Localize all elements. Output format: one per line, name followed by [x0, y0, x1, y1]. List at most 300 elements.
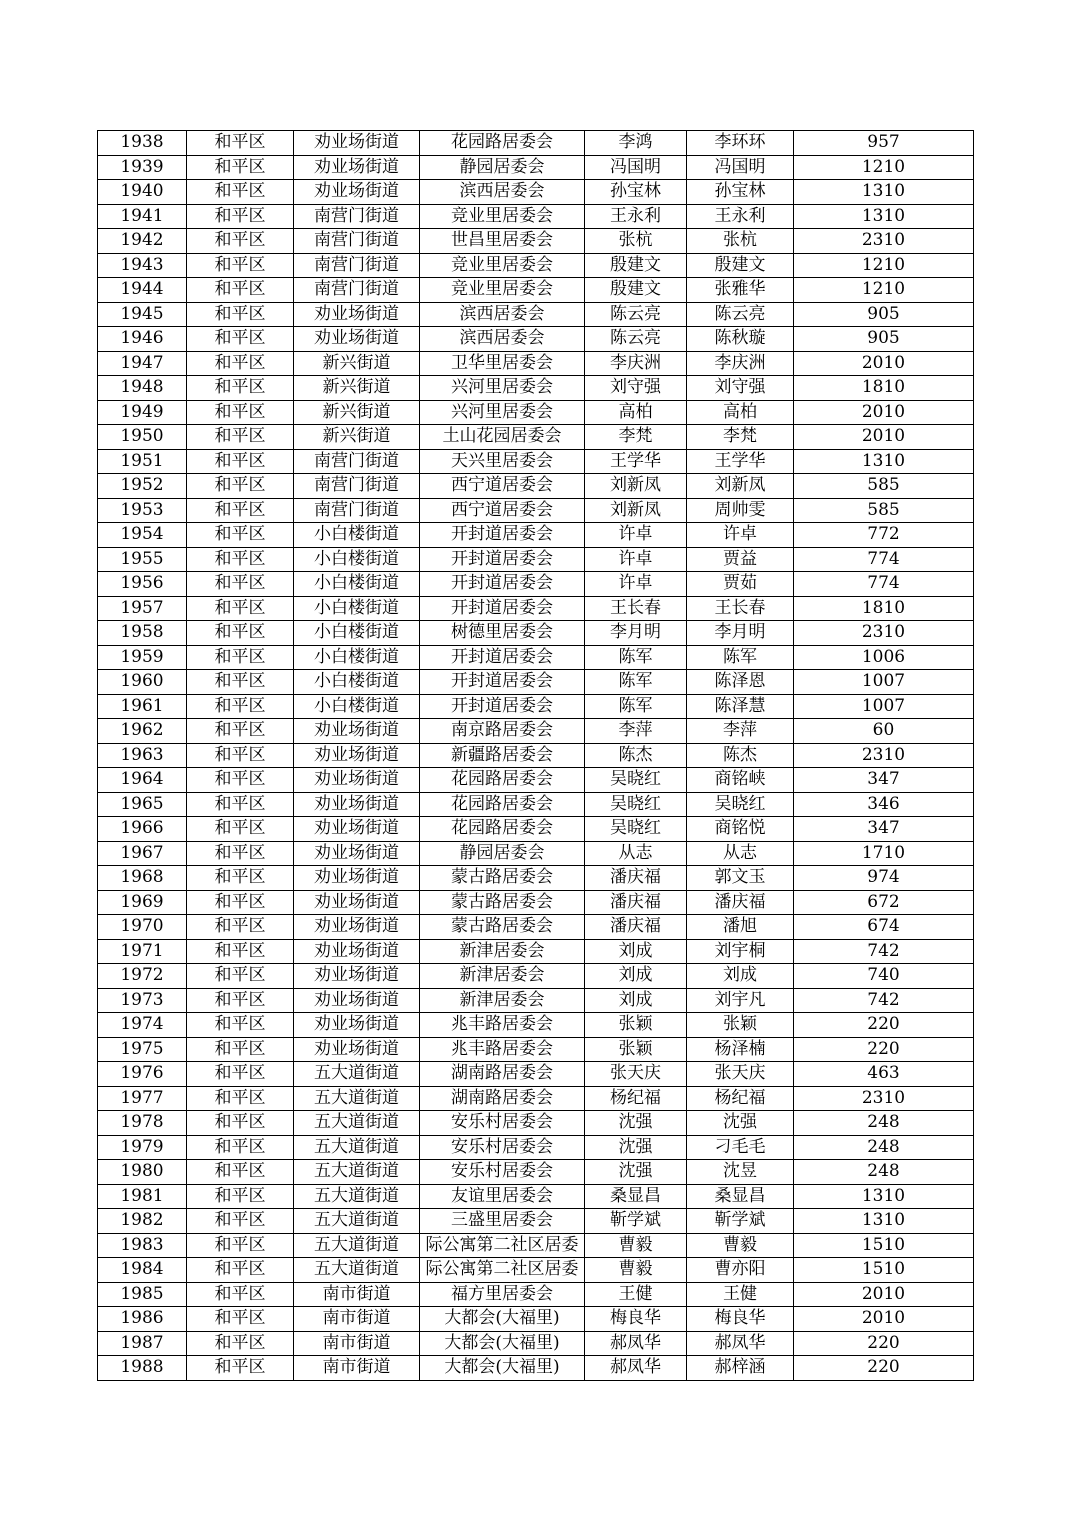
cell-committee: 安乐村居委会	[420, 1160, 585, 1185]
cell-amount: 672	[794, 890, 974, 915]
cell-id: 1964	[98, 768, 187, 793]
cell-id: 1956	[98, 572, 187, 597]
cell-amount: 1210	[794, 278, 974, 303]
cell-street: 新兴街道	[294, 376, 420, 401]
cell-district: 和平区	[187, 327, 294, 352]
cell-committee: 竞业里居委会	[420, 278, 585, 303]
cell-committee: 滨西居委会	[420, 180, 585, 205]
cell-id: 1952	[98, 474, 187, 499]
cell-member: 沈强	[687, 1111, 794, 1136]
cell-district: 和平区	[187, 1258, 294, 1283]
cell-committee: 静园居委会	[420, 841, 585, 866]
cell-amount: 220	[794, 1013, 974, 1038]
cell-applicant: 张天庆	[585, 1062, 687, 1087]
cell-applicant: 陈杰	[585, 743, 687, 768]
cell-street: 五大道街道	[294, 1184, 420, 1209]
cell-id: 1988	[98, 1356, 187, 1381]
table-row	[98, 425, 974, 450]
cell-amount: 1210	[794, 253, 974, 278]
cell-district: 和平区	[187, 376, 294, 401]
cell-amount: 1710	[794, 841, 974, 866]
table-row	[98, 1184, 974, 1209]
cell-committee: 新津居委会	[420, 939, 585, 964]
cell-street: 劝业场街道	[294, 841, 420, 866]
cell-applicant: 桑显昌	[585, 1184, 687, 1209]
cell-district: 和平区	[187, 253, 294, 278]
cell-street: 南市街道	[294, 1282, 420, 1307]
cell-amount: 2010	[794, 1282, 974, 1307]
records-table-body	[98, 131, 974, 1381]
cell-committee: 开封道居委会	[420, 596, 585, 621]
cell-amount: 774	[794, 572, 974, 597]
table-row	[98, 719, 974, 744]
cell-applicant: 沈强	[585, 1111, 687, 1136]
cell-district: 和平区	[187, 694, 294, 719]
cell-id: 1947	[98, 351, 187, 376]
cell-street: 劝业场街道	[294, 155, 420, 180]
cell-amount: 742	[794, 988, 974, 1013]
cell-id: 1969	[98, 890, 187, 915]
cell-committee: 兆丰路居委会	[420, 1037, 585, 1062]
cell-committee: 开封道居委会	[420, 523, 585, 548]
cell-amount: 1006	[794, 645, 974, 670]
cell-member: 刘守强	[687, 376, 794, 401]
cell-id: 1978	[98, 1111, 187, 1136]
cell-street: 新兴街道	[294, 351, 420, 376]
cell-applicant: 王学华	[585, 449, 687, 474]
cell-id: 1941	[98, 204, 187, 229]
cell-member: 商铭悦	[687, 817, 794, 842]
table-row	[98, 327, 974, 352]
cell-applicant: 许卓	[585, 523, 687, 548]
cell-amount: 740	[794, 964, 974, 989]
cell-applicant: 刘成	[585, 964, 687, 989]
table-row	[98, 1233, 974, 1258]
cell-id: 1958	[98, 621, 187, 646]
table-row	[98, 964, 974, 989]
cell-committee: 兴河里居委会	[420, 400, 585, 425]
cell-street: 劝业场街道	[294, 743, 420, 768]
cell-district: 和平区	[187, 1282, 294, 1307]
cell-member: 从志	[687, 841, 794, 866]
cell-id: 1974	[98, 1013, 187, 1038]
cell-member: 商铭峡	[687, 768, 794, 793]
cell-amount: 742	[794, 939, 974, 964]
cell-amount: 463	[794, 1062, 974, 1087]
cell-street: 小白楼街道	[294, 645, 420, 670]
table-row	[98, 817, 974, 842]
table-row	[98, 204, 974, 229]
table-row	[98, 596, 974, 621]
cell-district: 和平区	[187, 670, 294, 695]
cell-member: 陈云亮	[687, 302, 794, 327]
cell-street: 小白楼街道	[294, 596, 420, 621]
cell-committee: 湖南路居委会	[420, 1086, 585, 1111]
cell-id: 1973	[98, 988, 187, 1013]
table-row	[98, 376, 974, 401]
cell-member: 王长春	[687, 596, 794, 621]
cell-member: 郭文玉	[687, 866, 794, 891]
cell-id: 1946	[98, 327, 187, 352]
cell-street: 五大道街道	[294, 1062, 420, 1087]
cell-applicant: 吴晓红	[585, 768, 687, 793]
cell-id: 1971	[98, 939, 187, 964]
cell-street: 劝业场街道	[294, 890, 420, 915]
cell-district: 和平区	[187, 278, 294, 303]
cell-street: 劝业场街道	[294, 131, 420, 156]
cell-street: 五大道街道	[294, 1135, 420, 1160]
cell-amount: 1810	[794, 596, 974, 621]
cell-id: 1949	[98, 400, 187, 425]
cell-street: 劝业场街道	[294, 817, 420, 842]
cell-district: 和平区	[187, 400, 294, 425]
table-row	[98, 1282, 974, 1307]
cell-applicant: 王永利	[585, 204, 687, 229]
cell-id: 1970	[98, 915, 187, 940]
cell-committee: 天兴里居委会	[420, 449, 585, 474]
cell-amount: 2310	[794, 621, 974, 646]
cell-id: 1944	[98, 278, 187, 303]
cell-street: 南营门街道	[294, 449, 420, 474]
cell-committee: 世昌里居委会	[420, 229, 585, 254]
cell-district: 和平区	[187, 474, 294, 499]
cell-id: 1975	[98, 1037, 187, 1062]
cell-applicant: 殷建文	[585, 253, 687, 278]
cell-amount: 347	[794, 817, 974, 842]
cell-committee: 安乐村居委会	[420, 1111, 585, 1136]
cell-committee: 大都会(大福里)	[420, 1331, 585, 1356]
cell-committee: 湖南路居委会	[420, 1062, 585, 1087]
cell-committee: 兆丰路居委会	[420, 1013, 585, 1038]
cell-committee: 土山花园居委会	[420, 425, 585, 450]
table-row	[98, 1037, 974, 1062]
cell-id: 1945	[98, 302, 187, 327]
cell-member: 李萍	[687, 719, 794, 744]
cell-street: 五大道街道	[294, 1086, 420, 1111]
cell-member: 陈秋璇	[687, 327, 794, 352]
cell-member: 刘新凤	[687, 474, 794, 499]
cell-id: 1982	[98, 1209, 187, 1234]
cell-id: 1984	[98, 1258, 187, 1283]
cell-amount: 1810	[794, 376, 974, 401]
cell-applicant: 吴晓红	[585, 817, 687, 842]
cell-member: 曹毅	[687, 1233, 794, 1258]
cell-applicant: 殷建文	[585, 278, 687, 303]
cell-street: 小白楼街道	[294, 523, 420, 548]
cell-id: 1967	[98, 841, 187, 866]
cell-district: 和平区	[187, 915, 294, 940]
cell-street: 新兴街道	[294, 425, 420, 450]
cell-id: 1939	[98, 155, 187, 180]
cell-amount: 585	[794, 474, 974, 499]
cell-street: 小白楼街道	[294, 547, 420, 572]
cell-applicant: 靳学斌	[585, 1209, 687, 1234]
cell-street: 南市街道	[294, 1307, 420, 1332]
cell-applicant: 李鸿	[585, 131, 687, 156]
cell-applicant: 许卓	[585, 572, 687, 597]
cell-id: 1960	[98, 670, 187, 695]
cell-amount: 1310	[794, 204, 974, 229]
cell-id: 1966	[98, 817, 187, 842]
cell-applicant: 从志	[585, 841, 687, 866]
cell-street: 小白楼街道	[294, 670, 420, 695]
cell-member: 桑显昌	[687, 1184, 794, 1209]
cell-district: 和平区	[187, 621, 294, 646]
table-row	[98, 253, 974, 278]
cell-district: 和平区	[187, 645, 294, 670]
table-row	[98, 694, 974, 719]
cell-id: 1983	[98, 1233, 187, 1258]
table-row	[98, 400, 974, 425]
cell-id: 1948	[98, 376, 187, 401]
cell-member: 张杭	[687, 229, 794, 254]
cell-committee: 西宁道居委会	[420, 498, 585, 523]
cell-applicant: 陈云亮	[585, 327, 687, 352]
cell-amount: 1510	[794, 1258, 974, 1283]
cell-street: 劝业场街道	[294, 915, 420, 940]
cell-committee: 开封道居委会	[420, 645, 585, 670]
cell-id: 1976	[98, 1062, 187, 1087]
cell-amount: 974	[794, 866, 974, 891]
cell-member: 潘庆福	[687, 890, 794, 915]
cell-amount: 1310	[794, 1184, 974, 1209]
cell-applicant: 沈强	[585, 1135, 687, 1160]
cell-amount: 2310	[794, 743, 974, 768]
cell-member: 靳学斌	[687, 1209, 794, 1234]
cell-member: 冯国明	[687, 155, 794, 180]
cell-committee: 新津居委会	[420, 964, 585, 989]
cell-id: 1942	[98, 229, 187, 254]
cell-member: 杨纪福	[687, 1086, 794, 1111]
cell-committee: 安乐村居委会	[420, 1135, 585, 1160]
cell-member: 张雅华	[687, 278, 794, 303]
cell-member: 李庆洲	[687, 351, 794, 376]
cell-committee: 开封道居委会	[420, 694, 585, 719]
cell-amount: 1310	[794, 449, 974, 474]
cell-street: 南市街道	[294, 1356, 420, 1381]
cell-amount: 674	[794, 915, 974, 940]
cell-district: 和平区	[187, 1233, 294, 1258]
cell-applicant: 杨纪福	[585, 1086, 687, 1111]
cell-district: 和平区	[187, 351, 294, 376]
cell-district: 和平区	[187, 547, 294, 572]
table-row	[98, 890, 974, 915]
cell-district: 和平区	[187, 743, 294, 768]
cell-id: 1943	[98, 253, 187, 278]
cell-district: 和平区	[187, 1037, 294, 1062]
records-table	[97, 130, 974, 1381]
cell-amount: 1510	[794, 1233, 974, 1258]
cell-member: 贾茹	[687, 572, 794, 597]
table-row	[98, 1209, 974, 1234]
table-row	[98, 1356, 974, 1381]
table-row	[98, 155, 974, 180]
cell-street: 劝业场街道	[294, 302, 420, 327]
cell-member: 王学华	[687, 449, 794, 474]
cell-applicant: 张颖	[585, 1037, 687, 1062]
cell-district: 和平区	[187, 596, 294, 621]
cell-district: 和平区	[187, 939, 294, 964]
cell-district: 和平区	[187, 498, 294, 523]
cell-id: 1963	[98, 743, 187, 768]
cell-id: 1986	[98, 1307, 187, 1332]
cell-applicant: 梅良华	[585, 1307, 687, 1332]
cell-district: 和平区	[187, 1086, 294, 1111]
table-row	[98, 572, 974, 597]
cell-amount: 774	[794, 547, 974, 572]
cell-district: 和平区	[187, 964, 294, 989]
cell-district: 和平区	[187, 890, 294, 915]
cell-district: 和平区	[187, 155, 294, 180]
table-row	[98, 621, 974, 646]
cell-applicant: 孙宝林	[585, 180, 687, 205]
cell-applicant: 吴晓红	[585, 792, 687, 817]
cell-district: 和平区	[187, 1331, 294, 1356]
cell-amount: 905	[794, 327, 974, 352]
cell-applicant: 陈军	[585, 670, 687, 695]
cell-street: 小白楼街道	[294, 621, 420, 646]
table-row	[98, 1086, 974, 1111]
cell-street: 五大道街道	[294, 1160, 420, 1185]
cell-street: 劝业场街道	[294, 1013, 420, 1038]
cell-amount: 220	[794, 1331, 974, 1356]
cell-member: 李环环	[687, 131, 794, 156]
cell-committee: 开封道居委会	[420, 547, 585, 572]
cell-applicant: 李萍	[585, 719, 687, 744]
cell-district: 和平区	[187, 572, 294, 597]
cell-applicant: 刘成	[585, 939, 687, 964]
cell-member: 郝凤华	[687, 1331, 794, 1356]
cell-applicant: 郝凤华	[585, 1331, 687, 1356]
cell-applicant: 张杭	[585, 229, 687, 254]
cell-member: 高柏	[687, 400, 794, 425]
table-row	[98, 670, 974, 695]
cell-street: 五大道街道	[294, 1111, 420, 1136]
cell-district: 和平区	[187, 1135, 294, 1160]
cell-applicant: 李庆洲	[585, 351, 687, 376]
cell-applicant: 郝凤华	[585, 1356, 687, 1381]
cell-member: 梅良华	[687, 1307, 794, 1332]
cell-member: 刘宇桐	[687, 939, 794, 964]
cell-committee: 新津居委会	[420, 988, 585, 1013]
cell-applicant: 陈军	[585, 645, 687, 670]
cell-id: 1968	[98, 866, 187, 891]
cell-member: 陈泽慧	[687, 694, 794, 719]
cell-id: 1979	[98, 1135, 187, 1160]
cell-committee: 花园路居委会	[420, 817, 585, 842]
table-row	[98, 1331, 974, 1356]
cell-committee: 竞业里居委会	[420, 204, 585, 229]
cell-district: 和平区	[187, 131, 294, 156]
cell-street: 五大道街道	[294, 1209, 420, 1234]
cell-applicant: 许卓	[585, 547, 687, 572]
cell-street: 劝业场街道	[294, 866, 420, 891]
cell-street: 南市街道	[294, 1331, 420, 1356]
cell-id: 1953	[98, 498, 187, 523]
table-row	[98, 449, 974, 474]
cell-member: 刁毛毛	[687, 1135, 794, 1160]
cell-applicant: 高柏	[585, 400, 687, 425]
cell-id: 1959	[98, 645, 187, 670]
cell-amount: 2010	[794, 400, 974, 425]
cell-committee: 竞业里居委会	[420, 253, 585, 278]
table-row	[98, 743, 974, 768]
cell-district: 和平区	[187, 988, 294, 1013]
cell-street: 小白楼街道	[294, 572, 420, 597]
cell-id: 1972	[98, 964, 187, 989]
cell-applicant: 曹毅	[585, 1233, 687, 1258]
cell-district: 和平区	[187, 449, 294, 474]
cell-applicant: 张颖	[585, 1013, 687, 1038]
cell-member: 潘旭	[687, 915, 794, 940]
table-row	[98, 1062, 974, 1087]
table-row	[98, 1135, 974, 1160]
cell-member: 陈泽恩	[687, 670, 794, 695]
cell-committee: 花园路居委会	[420, 131, 585, 156]
cell-id: 1957	[98, 596, 187, 621]
cell-member: 刘宇凡	[687, 988, 794, 1013]
cell-district: 和平区	[187, 841, 294, 866]
cell-district: 和平区	[187, 1209, 294, 1234]
cell-amount: 1210	[794, 155, 974, 180]
cell-committee: 蒙古路居委会	[420, 915, 585, 940]
cell-member: 孙宝林	[687, 180, 794, 205]
cell-amount: 220	[794, 1356, 974, 1381]
cell-id: 1950	[98, 425, 187, 450]
cell-amount: 2010	[794, 425, 974, 450]
cell-amount: 347	[794, 768, 974, 793]
cell-amount: 346	[794, 792, 974, 817]
cell-applicant: 王长春	[585, 596, 687, 621]
cell-street: 小白楼街道	[294, 694, 420, 719]
cell-applicant: 潘庆福	[585, 866, 687, 891]
cell-applicant: 冯国明	[585, 155, 687, 180]
cell-member: 曹亦阳	[687, 1258, 794, 1283]
cell-street: 南营门街道	[294, 498, 420, 523]
cell-member: 陈杰	[687, 743, 794, 768]
cell-member: 张天庆	[687, 1062, 794, 1087]
cell-amount: 585	[794, 498, 974, 523]
cell-id: 1985	[98, 1282, 187, 1307]
cell-amount: 1310	[794, 180, 974, 205]
cell-committee: 三盛里居委会	[420, 1209, 585, 1234]
cell-applicant: 刘新凤	[585, 498, 687, 523]
cell-applicant: 潘庆福	[585, 915, 687, 940]
cell-street: 五大道街道	[294, 1233, 420, 1258]
cell-amount: 1007	[794, 694, 974, 719]
cell-member: 郝梓涵	[687, 1356, 794, 1381]
table-row	[98, 866, 974, 891]
cell-street: 南营门街道	[294, 278, 420, 303]
cell-district: 和平区	[187, 523, 294, 548]
cell-member: 杨泽楠	[687, 1037, 794, 1062]
cell-amount: 2310	[794, 1086, 974, 1111]
table-row	[98, 841, 974, 866]
cell-applicant: 潘庆福	[585, 890, 687, 915]
cell-district: 和平区	[187, 792, 294, 817]
cell-applicant: 曹毅	[585, 1258, 687, 1283]
cell-id: 1962	[98, 719, 187, 744]
cell-member: 殷建文	[687, 253, 794, 278]
cell-id: 1987	[98, 1331, 187, 1356]
table-row	[98, 351, 974, 376]
cell-member: 王永利	[687, 204, 794, 229]
cell-amount: 248	[794, 1160, 974, 1185]
cell-member: 吴晓红	[687, 792, 794, 817]
cell-committee: 静园居委会	[420, 155, 585, 180]
cell-district: 和平区	[187, 1184, 294, 1209]
cell-street: 劝业场街道	[294, 327, 420, 352]
